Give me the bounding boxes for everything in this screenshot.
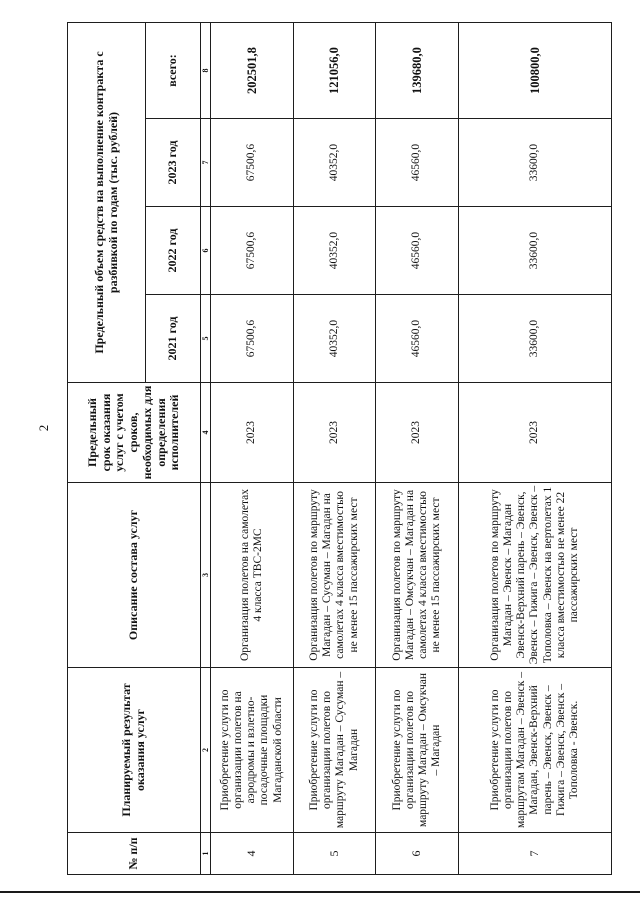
table-row — [376, 23, 459, 875]
row-num: 6 — [376, 833, 459, 875]
row-2023: 46560,0 — [376, 119, 459, 207]
column-number: 3 — [201, 483, 211, 668]
column-number: 8 — [201, 23, 211, 119]
row-description: Организация полетов по маршруту Магадан – Эвенск – Магадан Эвенск-Верхний парень – Эвенск, Эвенск – Гижига – Эвенск, Эвенск – Тополовка – Эвенск на вертолетах 1 класса вместимостью не менее 22 пассажирских мест — [458, 483, 611, 668]
column-number: 1 — [201, 833, 211, 875]
row-2021: 46560,0 — [376, 295, 459, 383]
row-result: Приобретение услуги по организации полетов по маршруту Магадан – Омсукчан – Магадан — [376, 668, 459, 833]
row-deadline: 2023 — [376, 383, 459, 483]
row-description: Организация полетов по маршруту Магадан – Омсукчан – Магадан на самолетах 4 класса вместимостью не менее 15 пассажирских мест — [376, 483, 459, 668]
table-row — [458, 23, 611, 875]
row-2022: 67500,6 — [211, 207, 294, 295]
row-num: 7 — [458, 833, 611, 875]
column-number: 4 — [201, 383, 211, 483]
row-2021: 40352,0 — [293, 295, 376, 383]
row-result: Приобретение услуги по организации полетов по маршруту Магадан – Сусуман – Магадан — [293, 668, 376, 833]
row-num: 5 — [293, 833, 376, 875]
table-row — [211, 23, 294, 875]
row-2021: 33600,0 — [458, 295, 611, 383]
row-2021: 67500,6 — [211, 295, 294, 383]
row-deadline: 2023 — [211, 383, 294, 483]
row-total: 139680,0 — [376, 23, 459, 119]
row-description: Организация полетов на самолетах 4 класса ТВС-2МС — [211, 483, 294, 668]
header-result: Планируемый результат оказания услуг — [68, 668, 201, 833]
row-2022: 40352,0 — [293, 207, 376, 295]
header-num: № п/п — [68, 833, 201, 875]
row-2023: 67500,6 — [211, 119, 294, 207]
row-2022: 33600,0 — [458, 207, 611, 295]
row-deadline: 2023 — [293, 383, 376, 483]
row-total: 100800,0 — [458, 23, 611, 119]
row-description: Организация полетов по маршруту Магадан – Сусуман – Магадан на самолетах 4 класса вместимостью не менее 15 пассажирских мест — [293, 483, 376, 668]
header-total: всего: — [146, 23, 201, 119]
row-deadline: 2023 — [458, 383, 611, 483]
table-row — [293, 23, 376, 875]
row-2023: 33600,0 — [458, 119, 611, 207]
scan-edge-line — [0, 891, 640, 893]
row-total: 202501,8 — [211, 23, 294, 119]
header-year-2022: 2022 год — [146, 207, 201, 295]
page-number: 2 — [36, 424, 51, 432]
column-number: 2 — [201, 668, 211, 833]
row-2022: 46560,0 — [376, 207, 459, 295]
row-result: Приобретение услуги по организации полетов на аэродромы и взлетно-посадочные площадки Магаданской области — [211, 668, 294, 833]
row-2023: 40352,0 — [293, 119, 376, 207]
contract-table — [67, 22, 612, 875]
rotated-table-container — [67, 23, 612, 875]
column-number: 6 — [201, 207, 211, 295]
column-number-row — [201, 23, 211, 875]
header-year-2023: 2023 год — [146, 119, 201, 207]
column-number: 7 — [201, 119, 211, 207]
header-funding: Предельный объем средств на выполнение контракта с разбивкой по годам (тыс. рублей) — [68, 23, 146, 383]
row-num: 4 — [211, 833, 294, 875]
header-year-2021: 2021 год — [146, 295, 201, 383]
header-row-top — [68, 23, 146, 875]
column-number: 5 — [201, 295, 211, 383]
header-deadline: Предельный срок оказания услуг с учетом сроков, необходимых для определения исполнителей — [68, 383, 201, 483]
header-description: Описание состава услуг — [68, 483, 201, 668]
row-result: Приобретение услуги по организации полетов по маршрутам Магадан – Эвенск – Магадан, Эвенск-Верхний парень – Эвенск, Эвенск – Гижига – Эвенск, Эвенск – Тополовка - Эвенск. — [458, 668, 611, 833]
row-total: 121056,0 — [293, 23, 376, 119]
